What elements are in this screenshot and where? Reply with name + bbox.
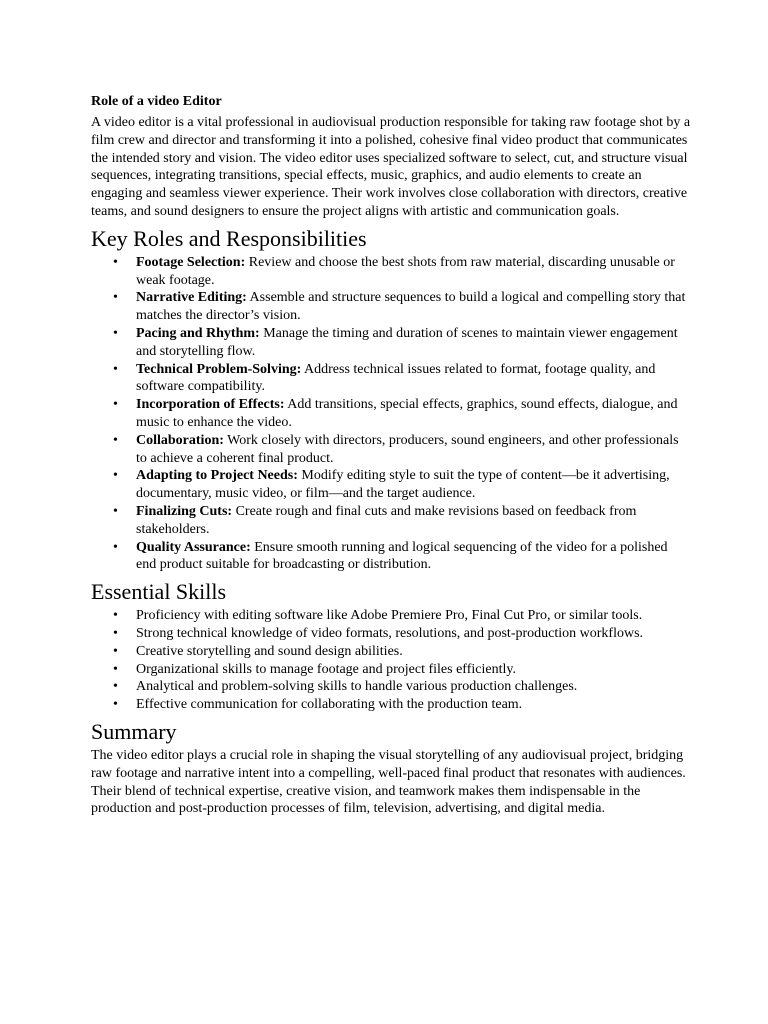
item-label: Quality Assurance:: [136, 539, 251, 555]
bullet-icon: •: [113, 679, 118, 695]
list-item: [91, 607, 691, 625]
list-item: [91, 661, 691, 679]
list-item: [91, 254, 691, 290]
item-label: Finalizing Cuts:: [136, 503, 233, 519]
bullet-icon: •: [113, 468, 118, 484]
item-text: Creative storytelling and sound design abilities.: [136, 643, 403, 659]
item-label: Pacing and Rhythm:: [136, 325, 260, 341]
list-item: [91, 361, 691, 397]
item-text: Manage the timing and duration of scenes to maintain viewer engagement and storytelling flow.: [136, 325, 678, 359]
summary-heading: Summary: [91, 718, 177, 744]
bullet-icon: •: [113, 290, 118, 306]
bullet-icon: •: [113, 697, 118, 713]
document-page: [91, 93, 691, 818]
document-title: Role of a video Editor: [91, 94, 222, 109]
list-item: [91, 467, 691, 503]
list-item: [91, 678, 691, 696]
bullet-icon: •: [113, 661, 118, 677]
item-text: Organizational skills to manage footage and project files efficiently.: [136, 661, 516, 677]
item-label: Footage Selection:: [136, 254, 246, 270]
item-text: Effective communication for collaborating with the production team.: [136, 697, 523, 713]
list-item: [91, 396, 691, 432]
list-item: [91, 289, 691, 325]
item-text: Modify editing style to suit the type of content—be it advertising, documentary, music video, or film—and the target audience.: [136, 468, 670, 502]
bullet-icon: •: [113, 361, 118, 377]
skills-list: [91, 607, 691, 714]
intro-paragraph: A video editor is a vital professional in audiovisual production responsible for taking raw footage shot by a film crew and director and transforming it into a polished, cohesive final video product that communicates the intended story and vision. The video editor uses specialized software to select, cut, and structure visual sequences, integrating transitions, special effects, music, graphics, and audio elements to create an engaging and seamless viewer experience. Their work involves close collaboration with directors, creative teams, and sound designers to ensure the project aligns with artistic and communication goals.: [91, 115, 691, 219]
item-label: Collaboration:: [136, 432, 224, 448]
item-label: Adapting to Project Needs:: [136, 468, 298, 484]
item-text: Add transitions, special effects, graphics, sound effects, dialogue, and music to enhance the video.: [136, 397, 678, 430]
list-item: [91, 539, 691, 575]
bullet-icon: •: [113, 397, 118, 413]
item-text: Assemble and structure sequences to build a logical and compelling story that matches the director’s vision.: [136, 290, 686, 324]
list-item: [91, 503, 691, 539]
bullet-icon: •: [113, 432, 118, 448]
item-text: Address technical issues related to format, footage quality, and software compatibility.: [136, 361, 656, 395]
skills-heading: Essential Skills: [91, 579, 227, 605]
bullet-icon: •: [113, 643, 118, 659]
item-label: Narrative Editing:: [136, 290, 247, 306]
item-label: Technical Problem-Solving:: [136, 361, 302, 377]
list-item: [91, 625, 691, 643]
bullet-icon: •: [113, 325, 118, 341]
roles-list: [91, 254, 691, 574]
item-text: Analytical and problem-solving skills to handle various production challenges.: [136, 679, 578, 695]
item-text: Ensure smooth running and logical sequencing of the video for a polished end product suitable for broadcasting or distribution.: [136, 539, 668, 573]
list-item: [91, 325, 691, 361]
item-text: Strong technical knowledge of video formats, resolutions, and post-production workflows.: [136, 625, 644, 641]
bullet-icon: •: [113, 608, 118, 624]
item-text: Review and choose the best shots from raw material, discarding unusable or weak footage.: [136, 254, 675, 288]
item-text: Work closely with directors, producers, sound engineers, and other professionals to achieve a coherent final product.: [136, 432, 679, 466]
list-item: [91, 696, 691, 714]
bullet-icon: •: [113, 503, 118, 519]
item-text: Create rough and final cuts and make revisions based on feedback from stakeholders.: [136, 503, 637, 537]
bullet-icon: •: [113, 254, 118, 270]
list-item: [91, 432, 691, 468]
roles-heading: Key Roles and Responsibilities: [91, 225, 367, 251]
summary-paragraph: The video editor plays a crucial role in shaping the visual storytelling of any audiovisual project, bridging raw footage and narrative intent into a compelling, well-paced final product that resonates with audiences. Their blend of technical expertise, creative vision, and teamwork makes them indispensable in the production and post-production processes of film, television, advertising, and digital media.: [91, 747, 686, 817]
item-text: Proficiency with editing software like Adobe Premiere Pro, Final Cut Pro, or similar tools.: [136, 608, 643, 624]
bullet-icon: •: [113, 625, 118, 641]
list-item: [91, 643, 691, 661]
bullet-icon: •: [113, 539, 118, 555]
item-label: Incorporation of Effects:: [136, 397, 285, 413]
